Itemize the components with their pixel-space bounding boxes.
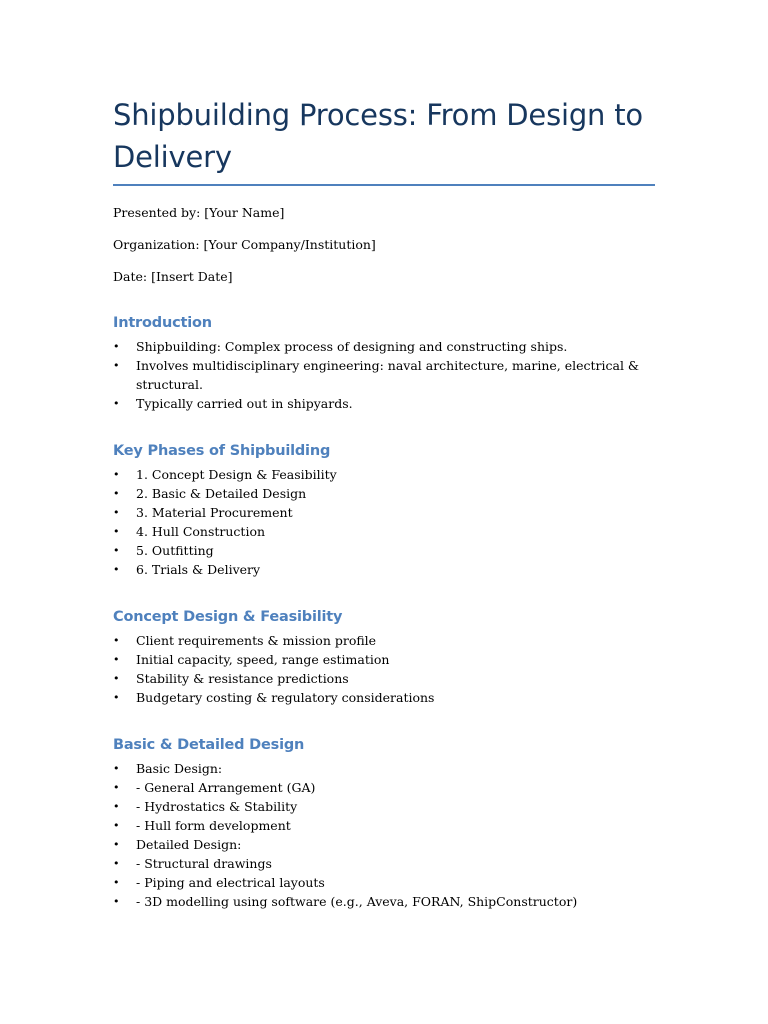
list-item-text: Basic Design:: [136, 761, 223, 776]
list-item-text: - Piping and electrical layouts: [136, 875, 325, 890]
section-basic-detailed-design: [113, 735, 655, 911]
bullet-icon: •: [113, 397, 120, 410]
list-item: [113, 337, 655, 356]
list-item: [113, 650, 655, 669]
bullet-list: [113, 759, 655, 911]
list-item-text: - Structural drawings: [136, 856, 272, 871]
list-item-text: - Hydrostatics & Stability: [136, 799, 298, 814]
bullet-list: [113, 465, 655, 579]
list-item-text: 1. Concept Design & Feasibility: [136, 467, 337, 482]
bullet-list: [113, 631, 655, 707]
section-introduction: [113, 313, 655, 413]
list-item: [113, 631, 655, 650]
list-item: [113, 797, 655, 816]
list-item: [113, 503, 655, 522]
document-sections: [113, 313, 655, 911]
list-item: [113, 541, 655, 560]
bullet-icon: •: [113, 468, 120, 481]
section-heading: Introduction: [113, 315, 212, 331]
bullet-icon: •: [113, 525, 120, 538]
bullet-icon: •: [113, 340, 120, 353]
list-item-text: Stability & resistance predictions: [136, 671, 349, 686]
list-item: [113, 394, 655, 413]
section-heading: Basic & Detailed Design: [113, 737, 305, 753]
section-key-phases-of-shipbuilding: [113, 441, 655, 579]
list-item: [113, 816, 655, 835]
bullet-icon: •: [113, 838, 120, 851]
list-item: [113, 669, 655, 688]
bullet-icon: •: [113, 876, 120, 889]
bullet-icon: •: [113, 634, 120, 647]
section-heading: Key Phases of Shipbuilding: [113, 443, 331, 459]
bullet-icon: •: [113, 544, 120, 557]
list-item-text: Client requirements & mission profile: [136, 633, 377, 648]
bullet-icon: •: [113, 653, 120, 666]
list-item: [113, 873, 655, 892]
section-concept-design-feasibility: [113, 607, 655, 707]
bullet-icon: •: [113, 781, 120, 794]
list-item-text: - Hull form development: [136, 818, 291, 833]
list-item: [113, 759, 655, 778]
list-item: [113, 854, 655, 873]
list-item-text: 4. Hull Construction: [136, 524, 266, 539]
list-item-text: Initial capacity, speed, range estimation: [136, 652, 390, 667]
list-item-text: Budgetary costing & regulatory considerations: [136, 690, 435, 705]
list-item: [113, 560, 655, 579]
date-line: Date: [Insert Date]: [113, 269, 233, 284]
list-item: [113, 688, 655, 707]
bullet-icon: •: [113, 487, 120, 500]
list-item-text: 6. Trials & Delivery: [136, 562, 261, 577]
list-item: [113, 522, 655, 541]
list-item-text: - General Arrangement (GA): [136, 780, 316, 795]
document-page: [113, 94, 655, 911]
document-title: Shipbuilding Process: From Design to Delivery: [113, 98, 643, 174]
list-item-text: Typically carried out in shipyards.: [136, 396, 353, 411]
list-item-text: 3. Material Procurement: [136, 505, 293, 520]
bullet-icon: •: [113, 506, 120, 519]
list-item-text: Involves multidisciplinary engineering: naval architecture, marine, electrical & structural.: [136, 358, 640, 392]
list-item-text: Shipbuilding: Complex process of designing and constructing ships.: [136, 339, 568, 354]
list-item: [113, 835, 655, 854]
bullet-icon: •: [113, 857, 120, 870]
bullet-icon: •: [113, 691, 120, 704]
list-item: [113, 484, 655, 503]
list-item: [113, 892, 655, 911]
title-underline-rule: [113, 184, 655, 186]
list-item-text: 2. Basic & Detailed Design: [136, 486, 307, 501]
bullet-icon: •: [113, 895, 120, 908]
list-item: [113, 356, 655, 394]
bullet-icon: •: [113, 762, 120, 775]
list-item: [113, 778, 655, 797]
list-item-text: Detailed Design:: [136, 837, 242, 852]
section-heading: Concept Design & Feasibility: [113, 609, 343, 625]
bullet-list: [113, 337, 655, 413]
list-item: [113, 465, 655, 484]
bullet-icon: •: [113, 672, 120, 685]
organization-line: Organization: [Your Company/Institution]: [113, 237, 376, 252]
bullet-icon: •: [113, 563, 120, 576]
bullet-icon: •: [113, 359, 120, 372]
bullet-icon: •: [113, 819, 120, 832]
bullet-icon: •: [113, 800, 120, 813]
presented-by-line: Presented by: [Your Name]: [113, 205, 285, 220]
list-item-text: 5. Outfitting: [136, 543, 214, 558]
list-item-text: - 3D modelling using software (e.g., Aveva, FORAN, ShipConstructor): [136, 894, 578, 909]
